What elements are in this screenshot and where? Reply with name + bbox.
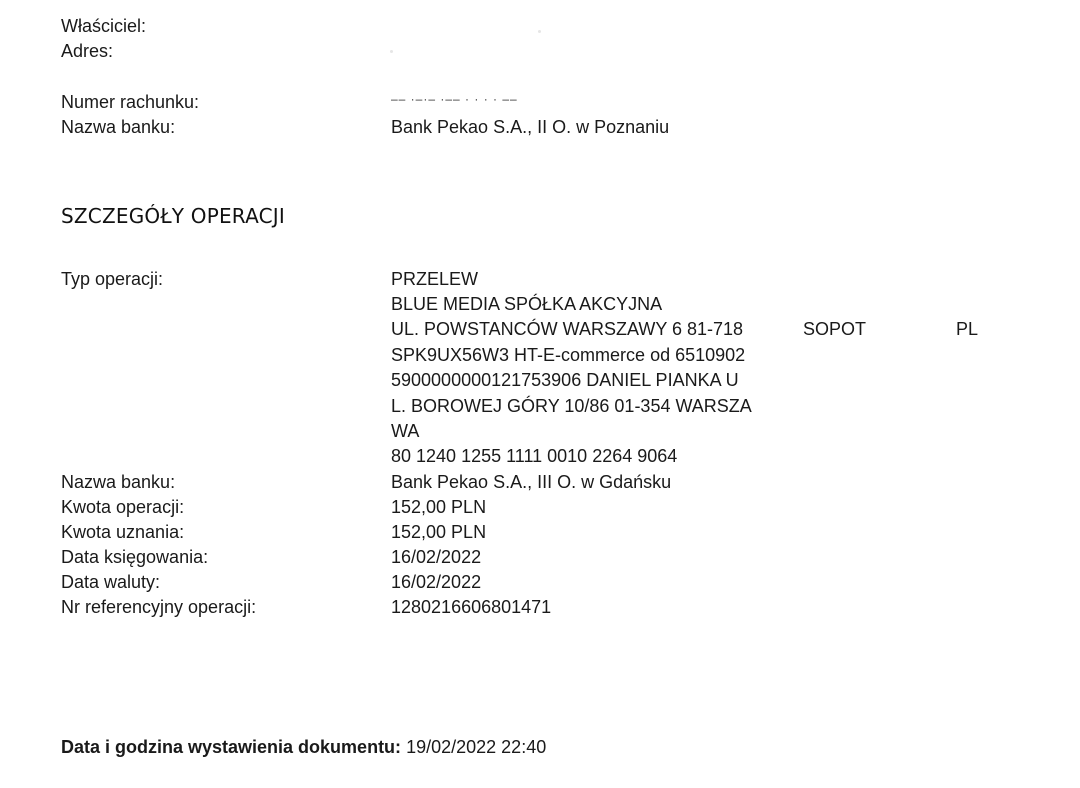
account-number-label: Numer rachunku: — [61, 92, 200, 112]
operation-type-line: WA — [391, 421, 420, 441]
credit-amount-label: Kwota uznania: — [61, 522, 185, 542]
account-number-redacted: –– ·–·– ·–– · · · · –– — [391, 92, 518, 106]
value-date-value: 16/02/2022 — [391, 572, 482, 592]
redaction-residue — [538, 30, 541, 33]
booking-date-value: 16/02/2022 — [391, 547, 482, 567]
section-title: SZCZEGÓŁY OPERACJI — [61, 204, 285, 228]
owner-label: Właściciel: — [61, 16, 147, 36]
counterparty-bank-label: Nazwa banku: — [61, 472, 176, 492]
address-label: Adres: — [61, 41, 114, 61]
operation-country: PL — [956, 319, 979, 339]
amount-label: Kwota operacji: — [61, 497, 185, 517]
issued-value: 19/02/2022 22:40 — [406, 737, 547, 757]
operation-type-label: Typ operacji: — [61, 269, 164, 289]
issued-datetime — [61, 736, 546, 758]
operation-type-line: L. BOROWEJ GÓRY 10/86 01-354 WARSZA — [391, 396, 752, 416]
operation-type-line: PRZELEW — [391, 269, 479, 289]
operation-type-line: SPK9UX56W3 HT-E-commerce od 6510902 — [391, 345, 746, 365]
reference-value: 1280216606801471 — [391, 597, 552, 617]
operation-city: SOPOT — [803, 319, 867, 339]
operation-type-line: 5900000000121753906 DANIEL PIANKA U — [391, 370, 739, 390]
value-date-label: Data waluty: — [61, 572, 161, 592]
credit-amount-value: 152,00 PLN — [391, 522, 487, 542]
booking-date-label: Data księgowania: — [61, 547, 209, 567]
bank-name-label: Nazwa banku: — [61, 117, 176, 137]
operation-type-line: 80 1240 1255 1111 0010 2264 9064 — [391, 446, 678, 466]
bank-name-value: Bank Pekao S.A., II O. w Poznaniu — [391, 117, 670, 137]
reference-label: Nr referencyjny operacji: — [61, 597, 257, 617]
counterparty-bank-value: Bank Pekao S.A., III O. w Gdańsku — [391, 472, 672, 492]
amount-value: 152,00 PLN — [391, 497, 487, 517]
redaction-residue — [390, 50, 393, 53]
operation-type-line: BLUE MEDIA SPÓŁKA AKCYJNA — [391, 294, 663, 314]
issued-label: Data i godzina wystawienia dokumentu: — [61, 737, 402, 757]
operation-type-line: UL. POWSTANCÓW WARSZAWY 6 81-718 — [391, 319, 744, 339]
